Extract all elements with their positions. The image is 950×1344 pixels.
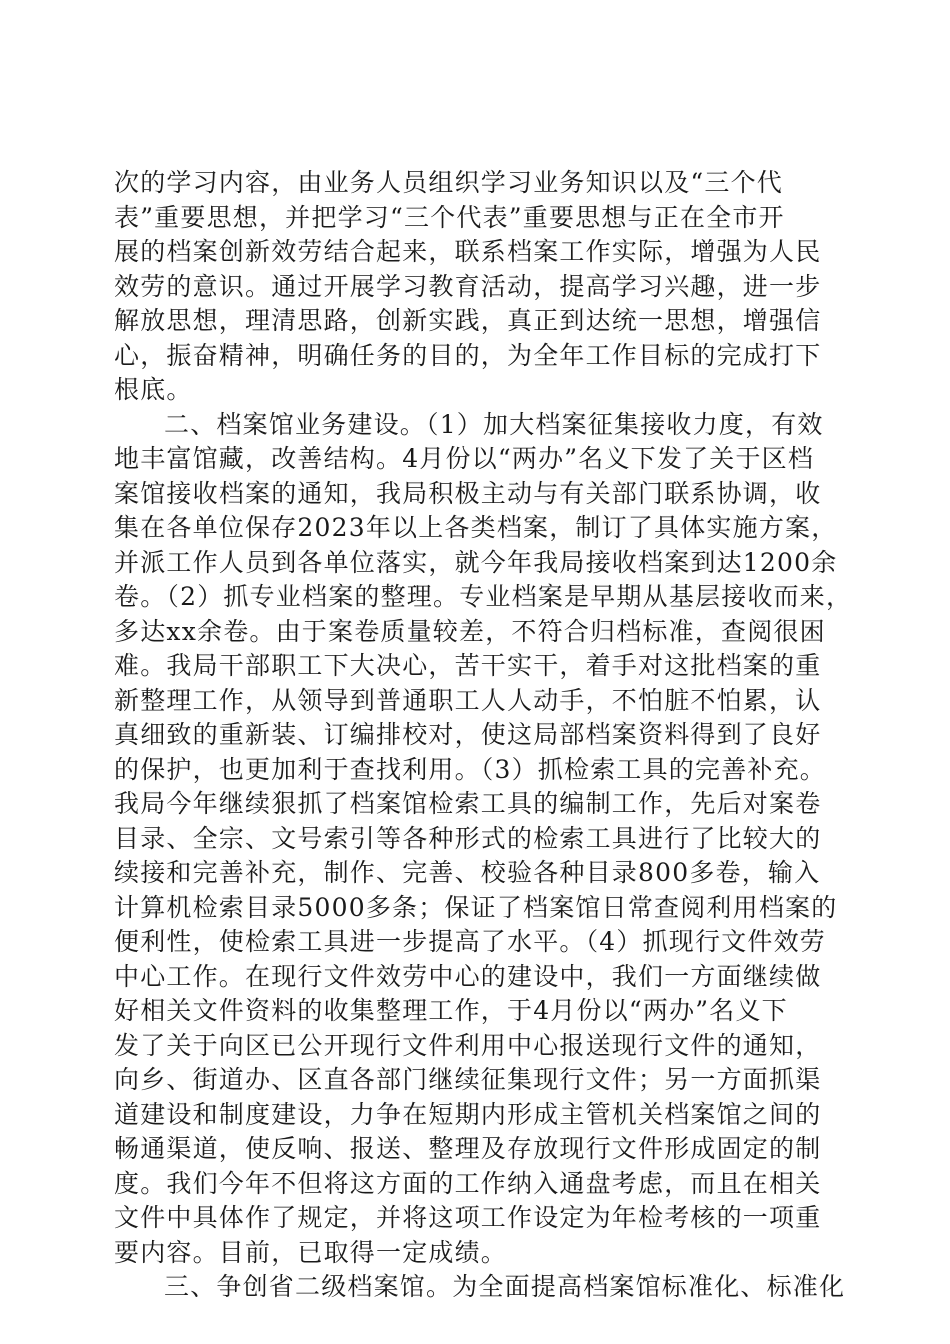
text-line: 我局今年继续狠抓了档案馆检索工具的编制工作，先后对案卷 (114, 789, 822, 818)
text-line: 效劳的意识。通过开展学习教育活动，提高学习兴趣，进一步 (114, 271, 822, 301)
text-line: 次的学习内容，由业务人员组织学习业务知识以及“三个代 (114, 168, 783, 197)
text-line: 心，振奋精神，明确任务的目的，为全年工作目标的完成打下 (114, 340, 822, 370)
text-line: 的保护，也更加利于查找利用。（3）抓检索工具的完善补充。 (114, 754, 827, 784)
text-line: 目录、全宗、文号索引等各种形式的检索工具进行了比较大的 (114, 823, 822, 853)
section-heading-line: 二、档案馆业务建设。（1）加大档案征集接收力度，有效 (164, 409, 824, 439)
text-line: 表”重要思想，并把学习“三个代表”重要思想与正在全市开 (114, 202, 785, 232)
text-line: 难。我局干部职工下大决心，苦干实干，着手对这批档案的重 (114, 651, 822, 680)
text-line: 展的档案创新效劳结合起来，联系档案工作实际，增强为人民 (114, 237, 822, 266)
text-line: 集在各单位保存2023年以上各类档案，制订了具体实施方案， (114, 513, 838, 542)
text-line: 度。我们今年不但将这方面的工作纳入通盘考虑，而且在相关 (114, 1168, 822, 1198)
text-line: 文件中具体作了规定，并将这项工作设定为年检考核的一项重 (114, 1203, 822, 1232)
text-line: 好相关文件资料的收集整理工作，于4月份以“两办”名义下 (114, 996, 788, 1025)
text-line: 计算机检索目录5000多条；保证了档案馆日常查阅利用档案的 (114, 892, 838, 922)
document-page (114, 166, 853, 1305)
text-line: 并派工作人员到各单位落实，就今年我局接收档案到达1200余 (114, 547, 838, 577)
text-line: 便利性，使检索工具进一步提高了水平。（4）抓现行文件效劳 (114, 927, 827, 956)
text-line: 根底。 (114, 375, 193, 404)
section-heading-line: 三、争创省二级档案馆。为全面提高档案馆标准化、标准化 (164, 1272, 846, 1301)
text-line: 要内容。目前，已取得一定成绩。 (114, 1237, 508, 1267)
text-line: 畅通渠道，使反响、报送、整理及存放现行文件形成固定的制 (114, 1134, 822, 1163)
text-line: 案馆接收档案的通知，我局积极主动与有关部门联系协调，收 (114, 478, 822, 508)
text-line: 地丰富馆藏，改善结构。4月份以“两办”名义下发了关于区档 (114, 444, 815, 473)
text-line: 解放思想，理清思路，创新实践，真正到达统一思想，增强信 (114, 306, 822, 335)
text-line: 新整理工作，从领导到普通职工人人动手，不怕脏不怕累，认 (114, 685, 822, 715)
text-line: 续接和完善补充，制作、完善、校验各种目录800多卷，输入 (114, 858, 821, 887)
text-line: 卷。（2）抓专业档案的整理。专业档案是早期从基层接收而来， (114, 582, 853, 611)
text-line: 向乡、街道办、区直各部门继续征集现行文件；另一方面抓渠 (114, 1065, 822, 1094)
text-line: 中心工作。在现行文件效劳中心的建设中，我们一方面继续做 (114, 961, 822, 991)
text-line: 多达xx余卷。由于案卷质量较差，不符合归档标准，查阅很困 (114, 616, 826, 646)
text-line: 真细致的重新装、订编排校对，使这局部档案资料得到了良好 (114, 720, 822, 749)
text-line: 发了关于向区已公开现行文件利用中心报送现行文件的通知， (114, 1030, 822, 1060)
text-line: 道建设和制度建设，力争在短期内形成主管机关档案馆之间的 (114, 1099, 822, 1129)
